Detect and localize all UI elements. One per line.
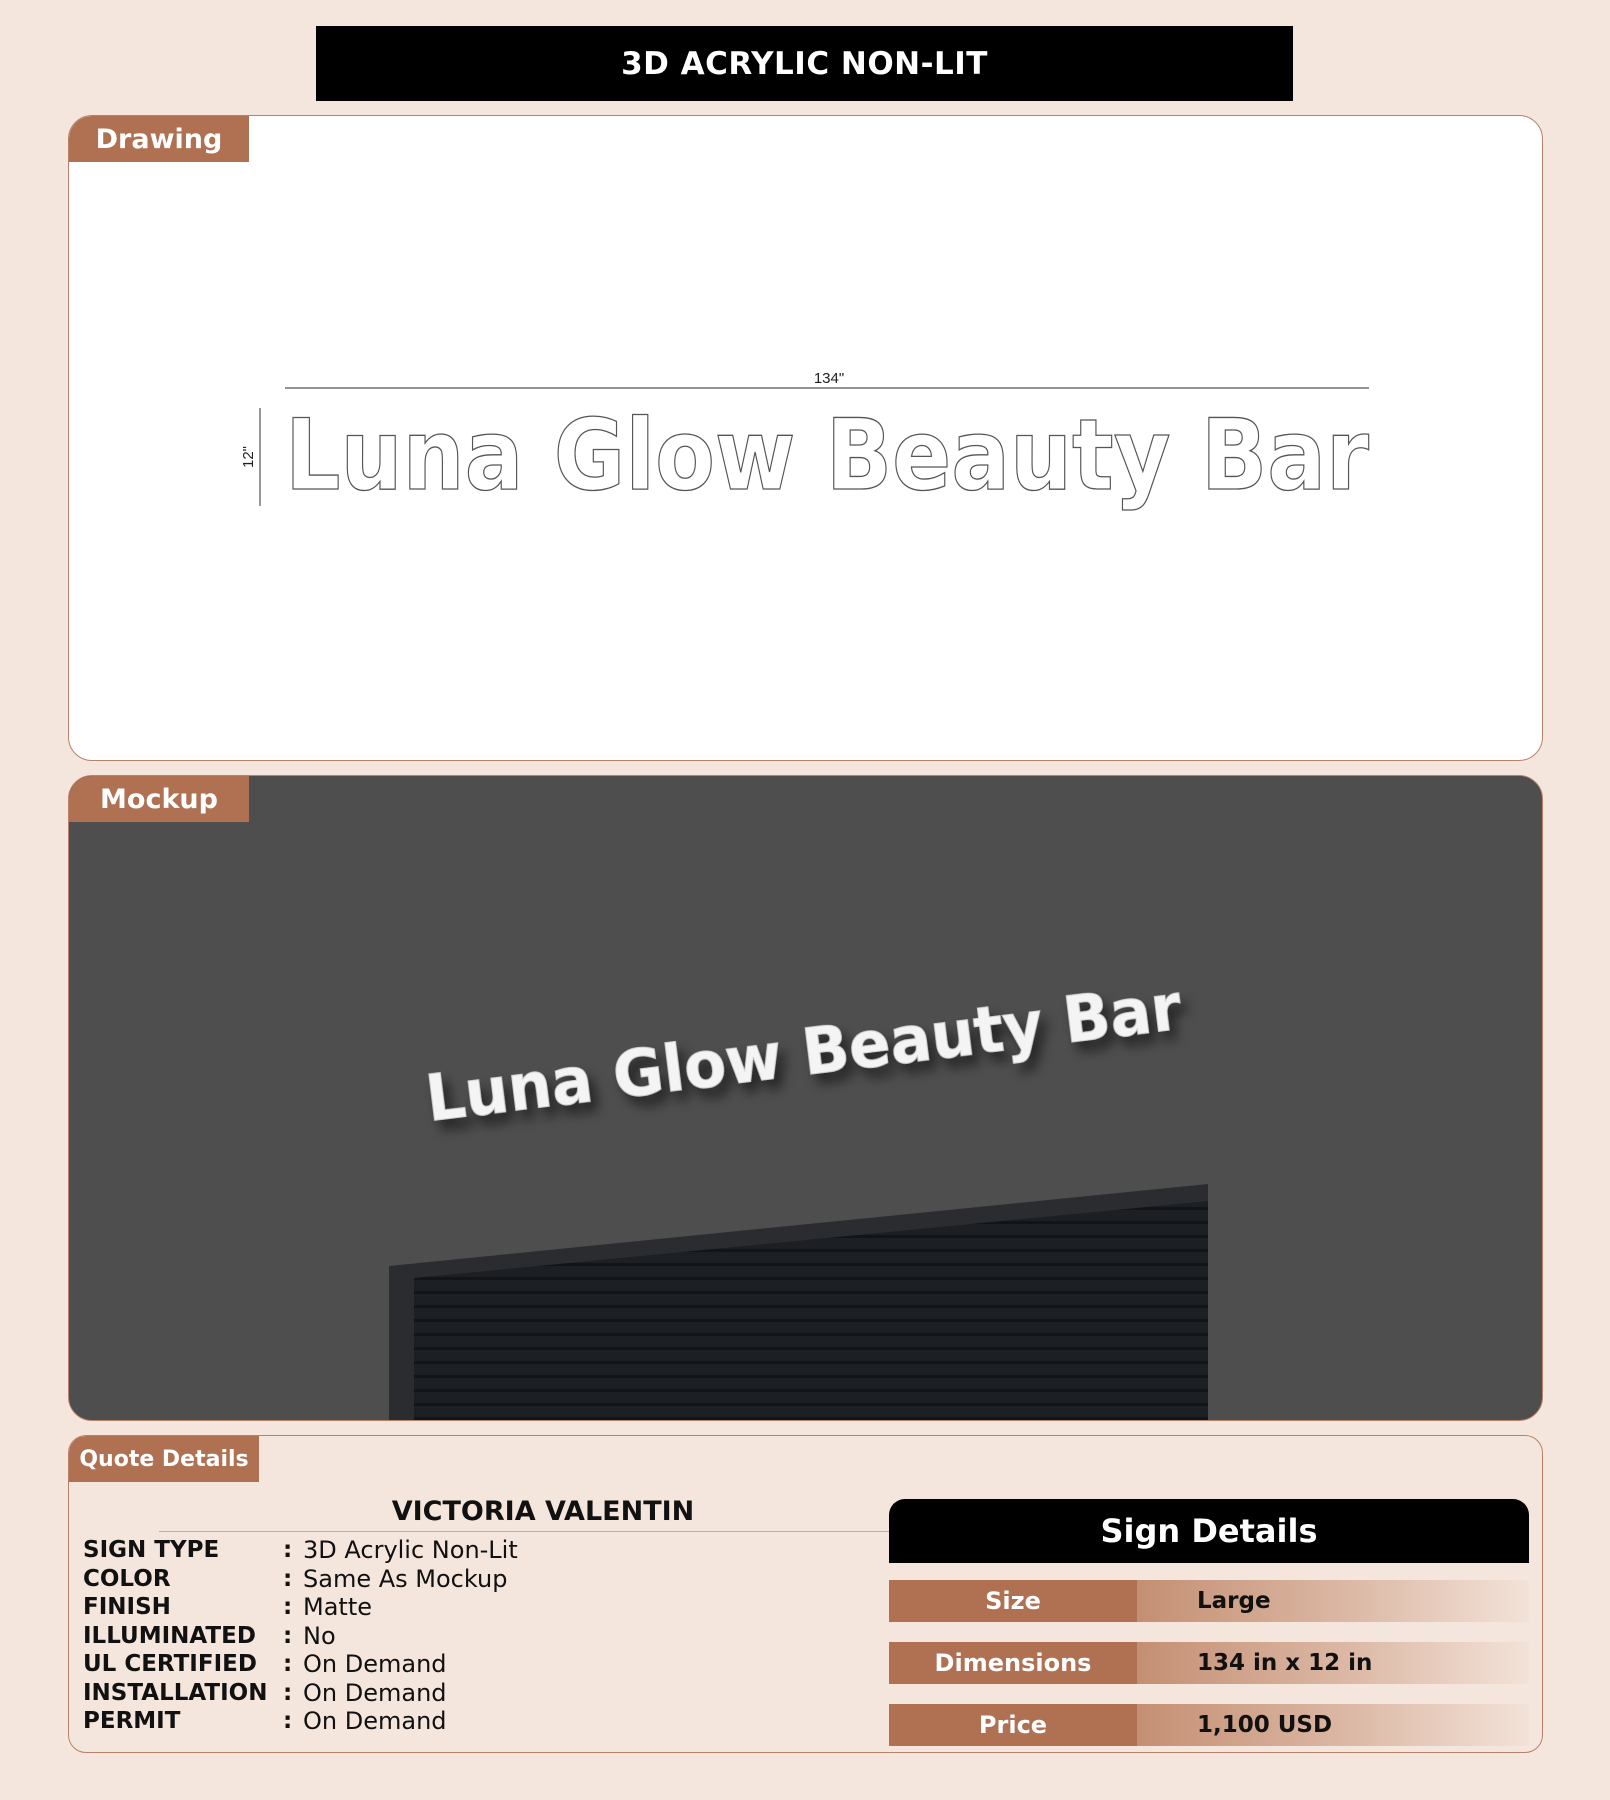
spec-colon: :	[283, 1708, 293, 1735]
mockup-tab-label: Mockup	[69, 776, 249, 822]
customer-name: VICTORIA VALENTIN	[159, 1492, 927, 1532]
spec-value: No	[303, 1621, 336, 1650]
sign-detail-value: Large	[1137, 1580, 1529, 1622]
drawing-canvas	[69, 116, 1543, 761]
mockup-panel	[68, 775, 1543, 1421]
sign-detail-value: 1,100 USD	[1137, 1704, 1529, 1746]
quote-details-panel	[68, 1435, 1543, 1753]
sign-detail-value: 134 in x 12 in	[1137, 1642, 1529, 1684]
spec-colon: :	[283, 1594, 293, 1621]
spec-row	[83, 1593, 783, 1622]
sign-detail-row-dimensions	[889, 1642, 1529, 1684]
sign-detail-key: Size	[889, 1580, 1137, 1622]
spec-list	[83, 1536, 783, 1736]
spec-label: COLOR	[83, 1565, 171, 1592]
sign-detail-key: Price	[889, 1704, 1137, 1746]
width-dimension-label: 134"	[813, 370, 845, 387]
height-dimension-label: 12"	[240, 445, 257, 469]
spec-label: INSTALLATION	[83, 1679, 268, 1706]
drawing-sign-text: Luna Glow Beauty Bar	[285, 399, 1370, 513]
spec-value: 3D Acrylic Non-Lit	[303, 1536, 518, 1565]
spec-label: ILLUMINATED	[83, 1622, 256, 1649]
spec-label: UL CERTIFIED	[83, 1651, 257, 1678]
spec-value: On Demand	[303, 1707, 447, 1736]
spec-value: Same As Mockup	[303, 1564, 508, 1593]
drawing-tab-label: Drawing	[69, 116, 249, 162]
spec-label: FINISH	[83, 1594, 171, 1621]
spec-label: SIGN TYPE	[83, 1537, 220, 1564]
quote-tab-label: Quote Details	[69, 1436, 259, 1482]
spec-colon: :	[283, 1622, 293, 1649]
spec-value: On Demand	[303, 1678, 447, 1707]
sign-detail-row-size	[889, 1580, 1529, 1622]
drawing-panel	[68, 115, 1543, 761]
spec-row	[83, 1622, 783, 1651]
spec-colon: :	[283, 1537, 293, 1564]
mockup-scene	[69, 776, 1543, 1421]
sign-detail-row-price	[889, 1704, 1529, 1746]
page-title: 3D ACRYLIC NON-LIT	[316, 26, 1293, 101]
spec-colon: :	[283, 1651, 293, 1678]
spec-colon: :	[283, 1565, 293, 1592]
spec-row	[83, 1707, 783, 1736]
spec-row	[83, 1565, 783, 1594]
spec-row	[83, 1536, 783, 1565]
spec-value: Matte	[303, 1593, 372, 1622]
spec-colon: :	[283, 1679, 293, 1706]
mockup-sign-text: Luna Glow Beauty Bar	[421, 966, 1222, 1137]
spec-value: On Demand	[303, 1650, 447, 1679]
spec-row	[83, 1650, 783, 1679]
sign-details-title: Sign Details	[889, 1499, 1529, 1563]
spec-label: PERMIT	[83, 1708, 181, 1735]
spec-row	[83, 1679, 783, 1708]
sign-detail-key: Dimensions	[889, 1642, 1137, 1684]
